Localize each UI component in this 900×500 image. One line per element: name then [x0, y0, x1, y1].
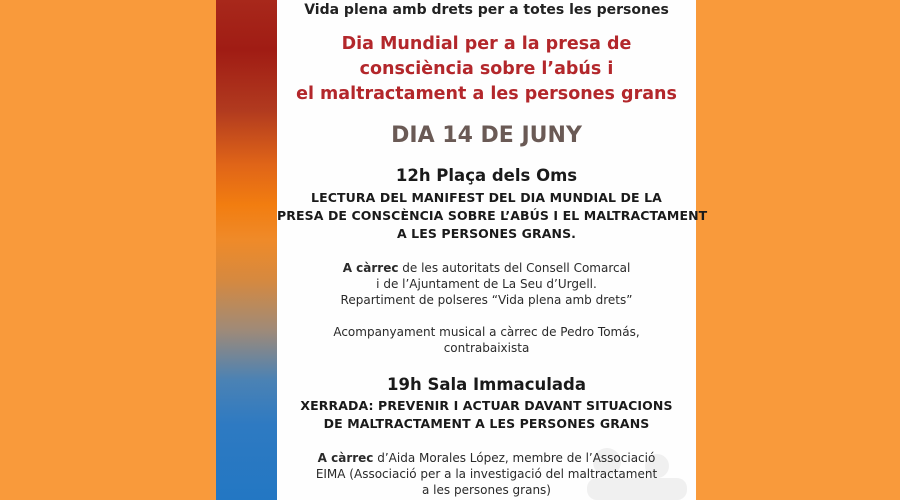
event1-music-line-1: Acompanyament musical a càrrec de Pedro Tomás, — [333, 325, 640, 339]
event-date: DIA 14 DE JUNY — [391, 123, 582, 148]
event2-organizer-bold: A càrrec — [317, 451, 374, 465]
event1-organizer-rest: de les autoritats del Consell Comarcal — [398, 261, 631, 275]
event2-caps-line-2: DE MALTRACTAMENT A LES PERSONES GRANS — [323, 416, 650, 431]
event2-organizer-line-1 — [277, 451, 696, 465]
event1-organizer-line-3: Repartiment de polseres “Vida plena amb drets” — [340, 293, 633, 307]
event1-organizer-line-2: i de l’Ajuntament de La Seu d’Urgell. — [376, 277, 597, 291]
event1-organizer-bold: A càrrec — [342, 261, 399, 275]
event1-heading: 12h Plaça dels Oms — [395, 166, 578, 185]
event1-caps-line-1: LECTURA DEL MANIFEST DEL DIA MUNDIAL DE LA — [311, 190, 662, 205]
event2-caps-line-1: XERRADA: PREVENIR I ACTUAR DAVANT SITUACIONS — [300, 398, 673, 413]
event2-organizer-rest: d’Aida Morales López, membre de l’Associació — [373, 451, 656, 465]
event2-organizer-line-3: a les persones grans) — [422, 483, 551, 497]
event1-caps-line-3: A LES PERSONES GRANS. — [396, 226, 577, 241]
event2-heading: 19h Sala Immaculada — [387, 375, 586, 394]
poster-title-line-3: el maltractament a les persones grans — [296, 84, 677, 104]
poster-title-line-2: consciència sobre l’abús i — [359, 59, 614, 79]
poster-color-stripe — [216, 0, 277, 500]
event1-organizer-line-1 — [277, 261, 696, 275]
event1-caps-line-2: PRESA DE CONSCÈNCIA SOBRE L’ABÚS I EL MALTRACTAMENT — [277, 208, 708, 223]
event2-organizer-line-2: EIMA (Associació per a la investigació del maltractament — [315, 467, 658, 481]
event1-music-line-2: contrabaixista — [443, 341, 530, 355]
poster-content — [277, 0, 708, 500]
poster-title-line-1: Dia Mundial per a la presa de — [341, 34, 632, 54]
poster-tagline: Vida plena amb drets per a totes les persones — [304, 2, 669, 18]
